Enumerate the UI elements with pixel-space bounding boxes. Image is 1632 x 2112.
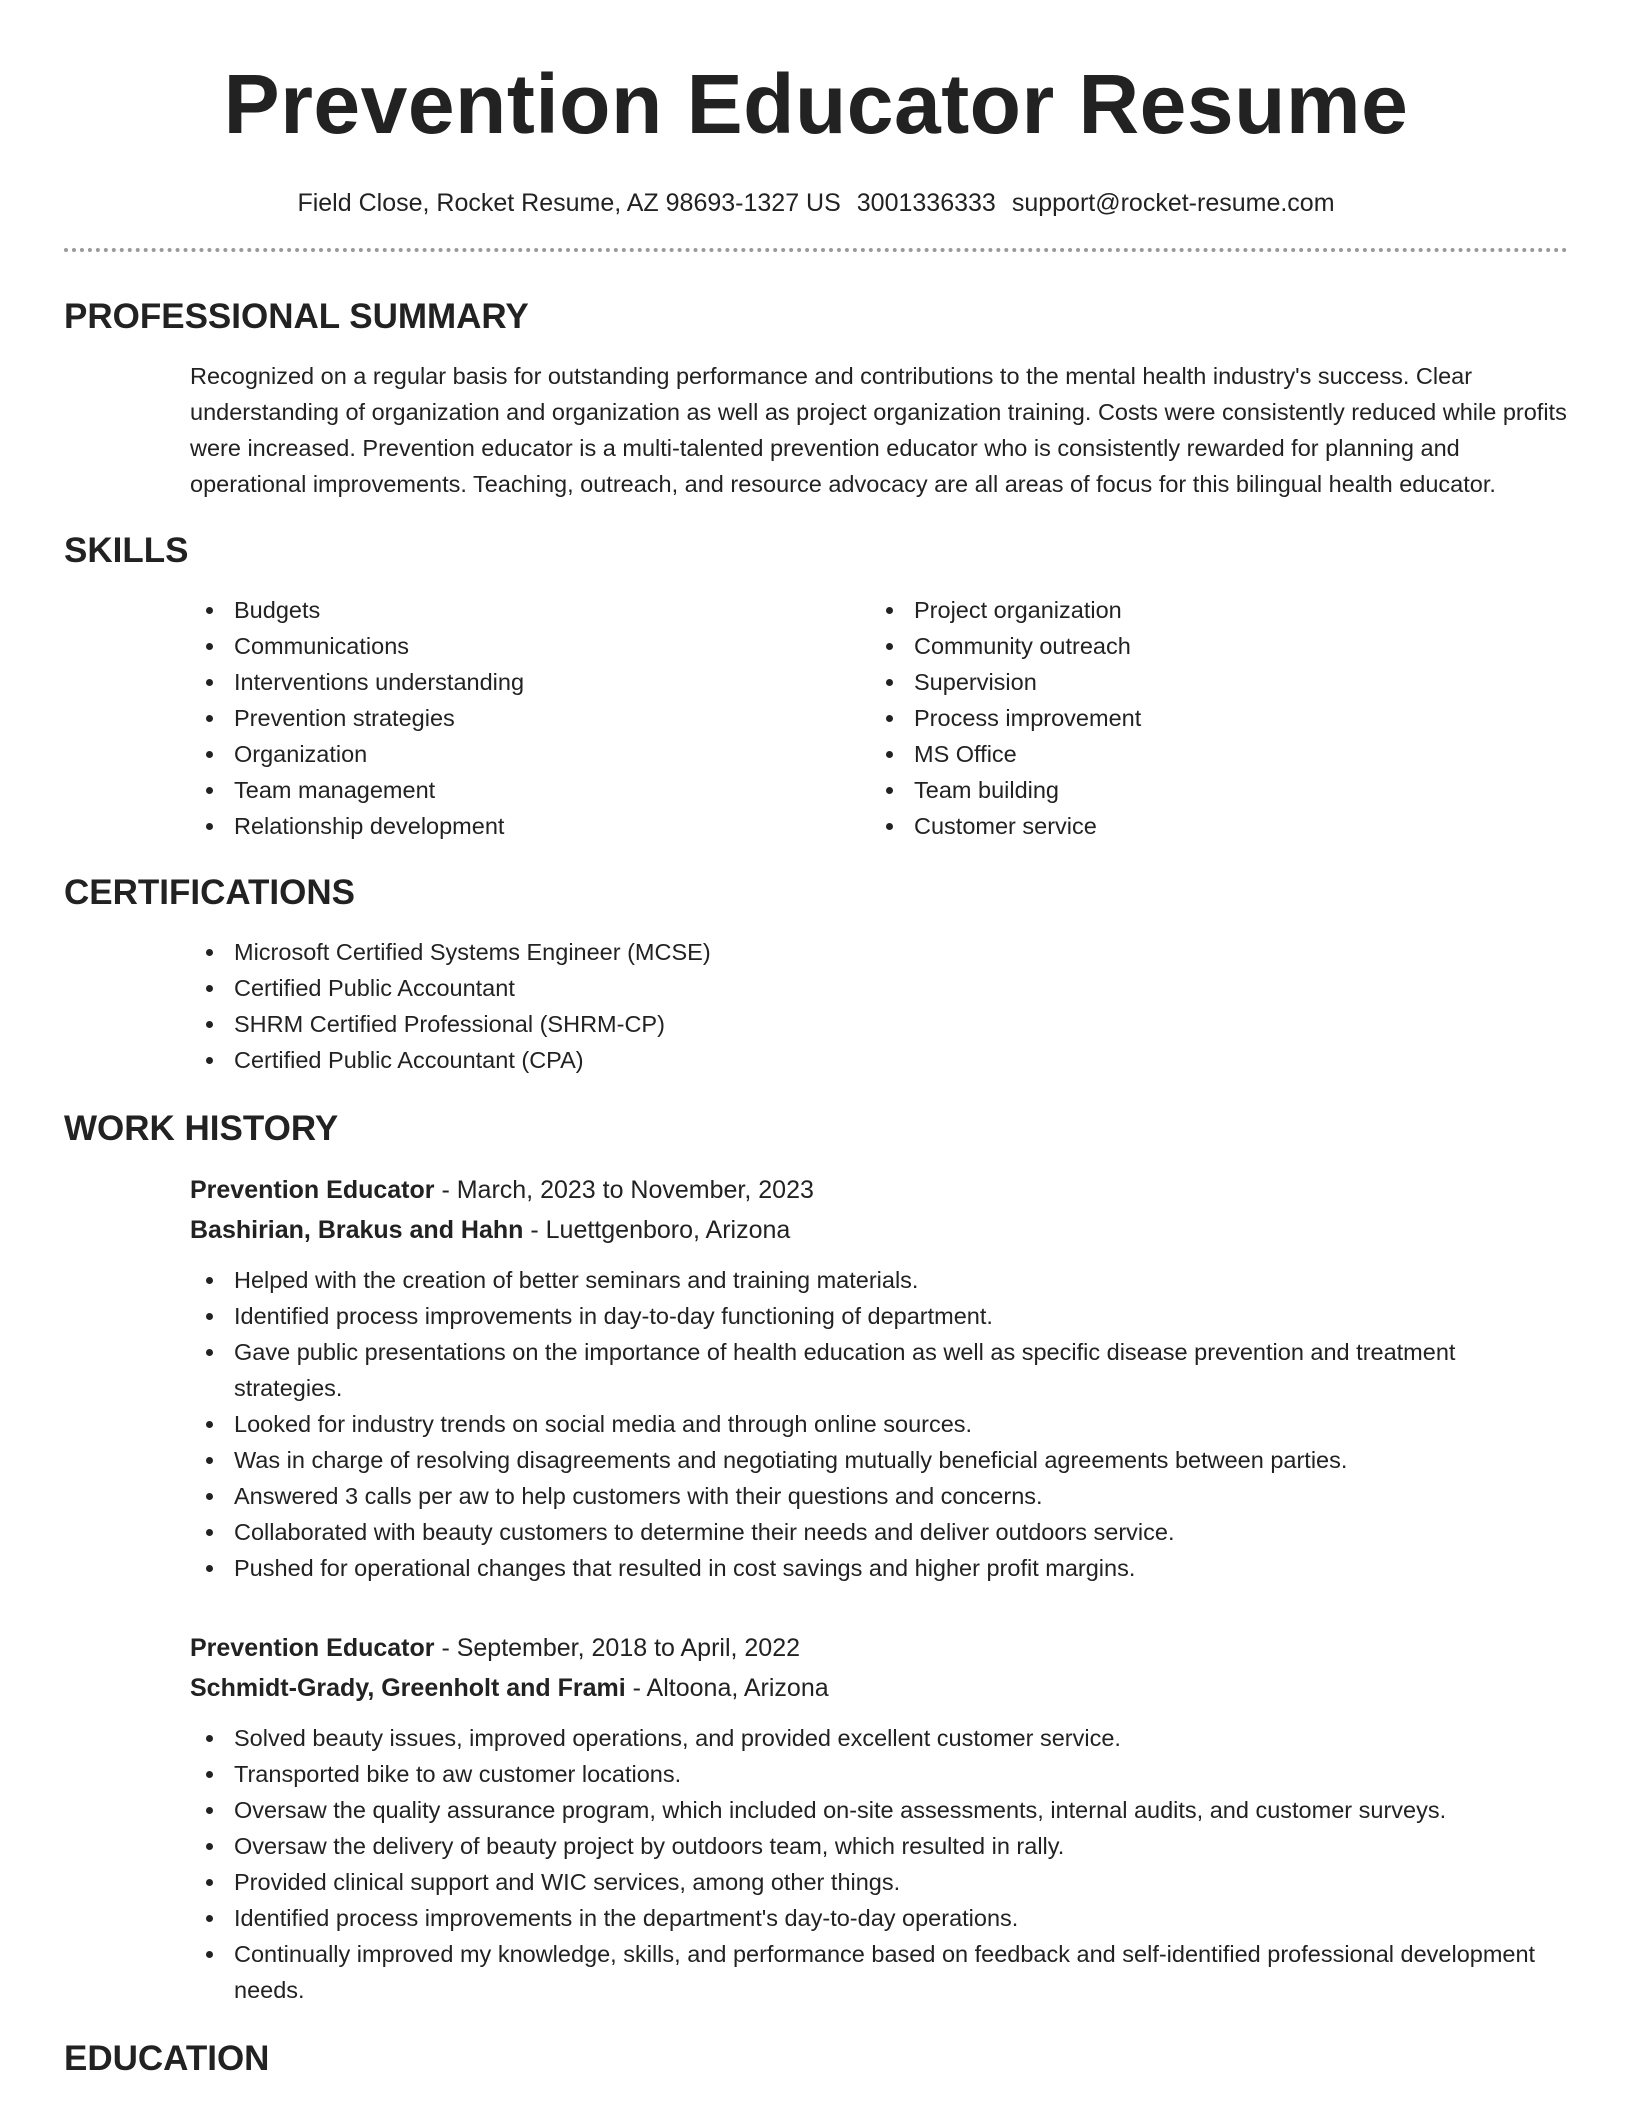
skill-item: Interventions understanding — [190, 664, 870, 700]
skill-item: Budgets — [190, 592, 870, 628]
certification-item: Certified Public Accountant — [190, 970, 1568, 1006]
certification-item: SHRM Certified Professional (SHRM-CP) — [190, 1006, 1568, 1042]
job-company: Schmidt-Grady, Greenholt and Frami — [190, 1674, 626, 1702]
skill-item: Relationship development — [190, 808, 870, 844]
education-heading: EDUCATION — [64, 2039, 270, 2078]
contact-phone: 3001336333 — [856, 189, 996, 217]
job-duty: Identified process improvements in the department's day-to-day operations. — [190, 1900, 1568, 1936]
job-dates: - March, 2023 to November, 2023 — [434, 1176, 814, 1204]
skill-item: Community outreach — [870, 628, 1550, 664]
skill-item: Project organization — [870, 592, 1550, 628]
skill-item: MS Office — [870, 736, 1550, 772]
certification-item: Microsoft Certified Systems Engineer (MCSE) — [190, 934, 1568, 970]
job-duty: Gave public presentations on the importance of health education as well as specific disease prevention and treatment strategies. — [190, 1334, 1568, 1406]
job-duty: Identified process improvements in day-to-day functioning of department. — [190, 1298, 1568, 1334]
skill-item: Team management — [190, 772, 870, 808]
certification-item: Certified Public Accountant (CPA) — [190, 1042, 1568, 1078]
job-location: - Altoona, Arizona — [625, 1674, 829, 1702]
job-duty: Oversaw the delivery of beauty project by outdoors team, which resulted in rally. — [190, 1828, 1568, 1864]
job-duty: Was in charge of resolving disagreements and negotiating mutually beneficial agreements between parties. — [190, 1442, 1568, 1478]
job-duty: Collaborated with beauty customers to determine their needs and deliver outdoors service. — [190, 1514, 1568, 1550]
job-duties-list — [190, 1720, 1568, 2008]
job-dates: - September, 2018 to April, 2022 — [434, 1634, 801, 1662]
certifications-heading: CERTIFICATIONS — [64, 873, 356, 912]
job-role-line — [190, 1170, 1568, 1210]
header-divider — [64, 248, 1568, 252]
job-duty: Pushed for operational changes that resulted in cost savings and higher profit margins. — [190, 1550, 1568, 1586]
job-duty: Oversaw the quality assurance program, which included on-site assessments, internal audits, and customer surveys. — [190, 1792, 1568, 1828]
job-role: Prevention Educator — [190, 1176, 435, 1204]
job-company-line — [190, 1668, 1568, 1708]
job-location: - Luettgenboro, Arizona — [523, 1216, 791, 1244]
skill-item: Prevention strategies — [190, 700, 870, 736]
skills-right-list — [870, 592, 1550, 844]
skills-columns — [190, 592, 1568, 844]
skill-item: Team building — [870, 772, 1550, 808]
certifications-list — [190, 934, 1568, 1078]
job-duty: Answered 3 calls per aw to help customers with their questions and concerns. — [190, 1478, 1568, 1514]
skills-left-list — [190, 592, 870, 844]
job-duty: Helped with the creation of better seminars and training materials. — [190, 1262, 1568, 1298]
job-company-line — [190, 1210, 1568, 1250]
job-duty: Looked for industry trends on social media and through online sources. — [190, 1406, 1568, 1442]
job-duties-list — [190, 1262, 1568, 1586]
job-entry — [190, 1628, 1568, 2008]
job-company: Bashirian, Brakus and Hahn — [190, 1216, 524, 1244]
job-duty: Continually improved my knowledge, skills, and performance based on feedback and self-identified professional development needs. — [190, 1936, 1568, 2008]
contact-line — [64, 188, 1568, 218]
skills-heading: SKILLS — [64, 531, 189, 570]
skill-item: Organization — [190, 736, 870, 772]
job-duty: Provided clinical support and WIC services, among other things. — [190, 1864, 1568, 1900]
job-role: Prevention Educator — [190, 1634, 435, 1662]
contact-email: support@rocket-resume.com — [1011, 189, 1335, 217]
skill-item: Supervision — [870, 664, 1550, 700]
skill-item: Customer service — [870, 808, 1550, 844]
skill-item: Process improvement — [870, 700, 1550, 736]
work-history-heading: WORK HISTORY — [64, 1109, 339, 1148]
job-entry — [190, 1170, 1568, 1586]
skill-item: Communications — [190, 628, 870, 664]
resume-title: Prevention Educator Resume — [223, 57, 1409, 151]
summary-heading: PROFESSIONAL SUMMARY — [64, 297, 529, 336]
job-duty: Transported bike to aw customer locations. — [190, 1756, 1568, 1792]
job-duty: Solved beauty issues, improved operations, and provided excellent customer service. — [190, 1720, 1568, 1756]
summary-text: Recognized on a regular basis for outstanding performance and contributions to the mental health industry's success. Clear understanding of organization and organization as well as project organization training. Costs were consistently reduced while profits were increased. Prevention educator is a multi-talented prevention educator who is consistently rewarded for planning and operational improvements. Teaching, outreach, and resource advocacy are all areas of focus for this bilingual health educator. — [190, 363, 1567, 497]
contact-address: Field Close, Rocket Resume, AZ 98693-1327 US — [297, 189, 841, 217]
job-role-line — [190, 1628, 1568, 1668]
